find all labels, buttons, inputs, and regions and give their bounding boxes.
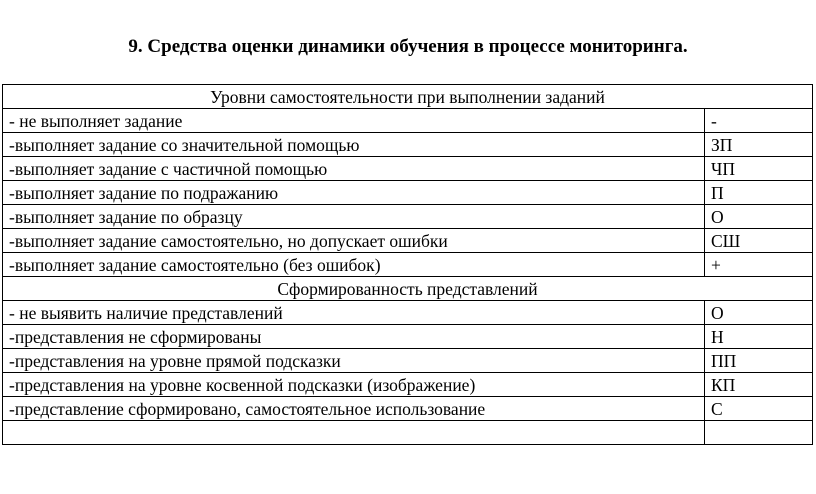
monitoring-table <box>2 84 813 445</box>
row-label: -выполняет задание по образцу <box>3 205 705 229</box>
row-label: -представления не сформированы <box>3 325 705 349</box>
row-label: -представления на уровне прямой подсказки <box>3 349 705 373</box>
row-code: Н <box>705 325 813 349</box>
row-code: - <box>705 109 813 133</box>
table-row <box>3 109 813 133</box>
row-code: КП <box>705 373 813 397</box>
row-label: -выполняет задание с частичной помощью <box>3 157 705 181</box>
row-label: -представления на уровне косвенной подсказки (изображение) <box>3 373 705 397</box>
table-row <box>3 349 813 373</box>
row-label: - не выявить наличие представлений <box>3 301 705 325</box>
row-code: ЗП <box>705 133 813 157</box>
table-row <box>3 157 813 181</box>
section-header-representations: Сформированность представлений <box>3 277 813 301</box>
section-header-row <box>3 85 813 109</box>
row-code: О <box>705 301 813 325</box>
table-row <box>3 397 813 421</box>
row-code: ЧП <box>705 157 813 181</box>
section-header-row <box>3 277 813 301</box>
row-code: П <box>705 181 813 205</box>
table-row <box>3 181 813 205</box>
row-code <box>705 421 813 445</box>
row-code: С <box>705 397 813 421</box>
row-label <box>3 421 705 445</box>
row-label: -выполняет задание самостоятельно (без ошибок) <box>3 253 705 277</box>
row-label: -представление сформировано, самостоятельное использование <box>3 397 705 421</box>
table-row <box>3 229 813 253</box>
row-label: -выполняет задание по подражанию <box>3 181 705 205</box>
row-label: -выполняет задание со значительной помощью <box>3 133 705 157</box>
table-row-empty <box>3 421 813 445</box>
row-code: + <box>705 253 813 277</box>
page-title: 9. Средства оценки динамики обучения в процессе мониторинга. <box>128 36 688 57</box>
row-label: -выполняет задание самостоятельно, но допускает ошибки <box>3 229 705 253</box>
table-row <box>3 253 813 277</box>
row-code: О <box>705 205 813 229</box>
table-row <box>3 325 813 349</box>
section-header-independence: Уровни самостоятельности при выполнении заданий <box>3 85 813 109</box>
table-row <box>3 133 813 157</box>
table-row <box>3 301 813 325</box>
table-row <box>3 205 813 229</box>
row-code: СШ <box>705 229 813 253</box>
row-code: ПП <box>705 349 813 373</box>
table-row <box>3 373 813 397</box>
row-label: - не выполняет задание <box>3 109 705 133</box>
